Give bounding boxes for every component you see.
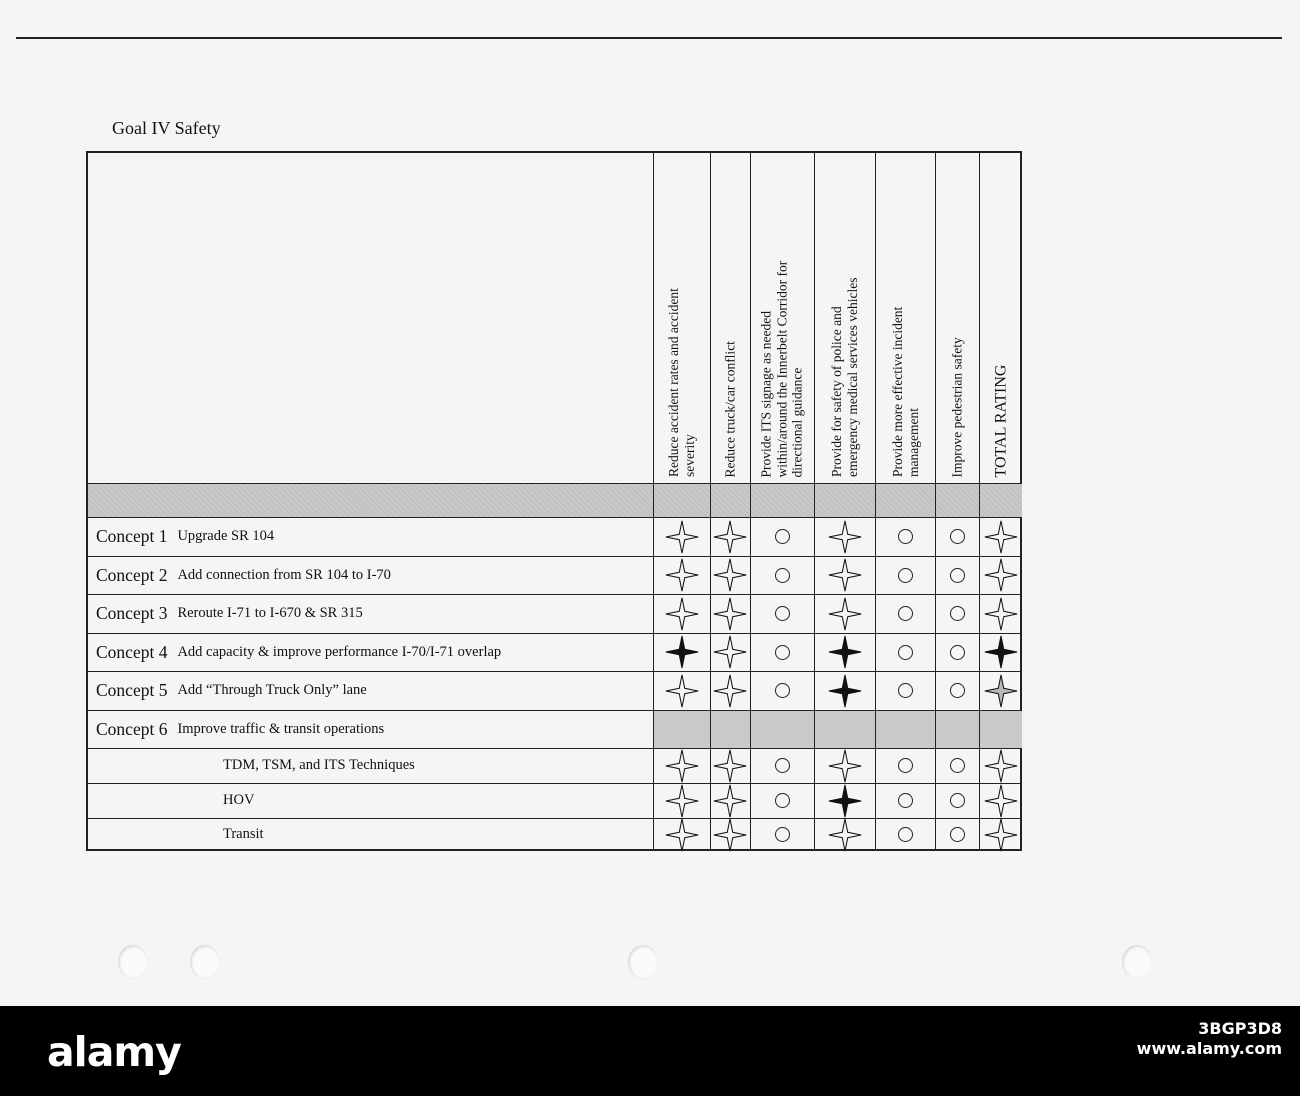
sub-concept-2-rating-6 (935, 783, 979, 818)
sub-concept-2-rating-5 (875, 783, 935, 818)
punch-hole (628, 945, 658, 979)
shaded-band (88, 483, 1022, 517)
header-line: Improve pedestrian safety (949, 336, 965, 477)
footer-site: www.alamy.com (1136, 1039, 1282, 1058)
open-star-icon (828, 749, 862, 783)
concept-2-rating-2 (710, 556, 750, 594)
concept-4-rating-3 (750, 633, 814, 671)
concept-label-5 (96, 671, 367, 710)
concept-4-rating-1 (653, 633, 710, 671)
open-star-icon (984, 818, 1018, 852)
footer-image-id-block (1137, 1019, 1282, 1059)
sub-concept-1-rating-5 (875, 748, 935, 783)
concept-description: Add “Through Truck Only” lane (177, 682, 367, 698)
open-star-icon (828, 818, 862, 852)
header-line: emergency medical services vehicles (844, 277, 860, 477)
concept-4-rating-4 (814, 633, 875, 671)
open-star-icon (828, 520, 862, 554)
sub-concept-3-rating-3 (750, 818, 814, 851)
circle-icon (898, 683, 913, 698)
open-star-icon (713, 784, 747, 818)
concept-2-rating-1 (653, 556, 710, 594)
circle-icon (898, 645, 913, 660)
concept-3-rating-7 (979, 594, 1022, 633)
concept-description: Reroute I-71 to I-670 & SR 315 (177, 605, 363, 621)
concept-3-rating-3 (750, 594, 814, 633)
open-star-icon (984, 784, 1018, 818)
open-star-icon (713, 520, 747, 554)
goal-title: Goal IV Safety (112, 118, 221, 138)
open-star-icon (984, 558, 1018, 592)
sub-concept-3-rating-7 (979, 818, 1022, 851)
sub-concept-2-rating-2 (710, 783, 750, 818)
open-star-icon (665, 784, 699, 818)
concept-description: Add connection from SR 104 to I-70 (177, 566, 391, 583)
concept-label-1 (96, 517, 274, 556)
punch-hole (118, 945, 148, 979)
circle-icon (898, 606, 913, 621)
circle-icon (775, 827, 790, 842)
sub-concept-label: HOV (223, 792, 255, 808)
criterion-header (759, 260, 806, 477)
concept-2-rating-6 (935, 556, 979, 594)
footer-image-id: 3BGP3D8 (1198, 1019, 1282, 1038)
criterion-header (949, 337, 965, 477)
open-star-icon (984, 749, 1018, 783)
concept-3-rating-1 (653, 594, 710, 633)
header-line: within/around the Innerbelt Corridor for (774, 260, 790, 477)
concept-5-rating-4 (814, 671, 875, 710)
open-star-icon (713, 597, 747, 631)
concept-5-rating-5 (875, 671, 935, 710)
concept-1-rating-4 (814, 517, 875, 556)
header-line: TOTAL RATING (992, 364, 1009, 477)
concept-6-shaded-cells (653, 710, 1022, 748)
sub-concept-2-rating-1 (653, 783, 710, 818)
concept-label-4 (96, 633, 501, 671)
concept-1-rating-5 (875, 517, 935, 556)
header-cell-4 (814, 153, 875, 483)
header-cell-2 (710, 153, 750, 483)
concept-2-rating-3 (750, 556, 814, 594)
open-star-icon (984, 520, 1018, 554)
criterion-header (722, 341, 738, 477)
open-star-icon (665, 674, 699, 708)
concept-4-rating-5 (875, 633, 935, 671)
circle-icon (950, 568, 965, 583)
sub-concept-3-rating-1 (653, 818, 710, 851)
header-line: management (905, 408, 920, 477)
header-cell-3 (750, 153, 814, 483)
circle-icon (950, 683, 965, 698)
concept-1-rating-6 (935, 517, 979, 556)
criterion-header (829, 277, 860, 477)
circle-icon (775, 568, 790, 583)
concept-1-rating-7 (979, 517, 1022, 556)
concept-label-2 (96, 556, 391, 594)
concept-3-rating-6 (935, 594, 979, 633)
circle-icon (775, 606, 790, 621)
circle-icon (775, 793, 790, 808)
concept-label-6 (96, 710, 384, 748)
circle-icon (950, 529, 965, 544)
circle-icon (898, 758, 913, 773)
sub-concept-1-rating-6 (935, 748, 979, 783)
circle-icon (775, 683, 790, 698)
concept-name: Concept 2 (96, 564, 168, 585)
sub-concept-3-rating-4 (814, 818, 875, 851)
open-star-icon (713, 749, 747, 783)
circle-icon (950, 606, 965, 621)
open-star-icon (713, 818, 747, 852)
header-cell-6 (935, 153, 979, 483)
filled-star-icon (828, 674, 862, 708)
sub-concept-label: Transit (223, 826, 264, 842)
concept-label-3 (96, 594, 363, 633)
sub-concept-1-rating-2 (710, 748, 750, 783)
concept-5-rating-6 (935, 671, 979, 710)
sub-concept-1-rating-7 (979, 748, 1022, 783)
punch-hole (1122, 945, 1152, 979)
concept-1-rating-1 (653, 517, 710, 556)
rating-table (86, 151, 1022, 851)
concept-1-rating-2 (710, 517, 750, 556)
concept-5-rating-3 (750, 671, 814, 710)
punch-hole (190, 945, 220, 979)
circle-icon (898, 793, 913, 808)
header-line: Provide more effective incident (889, 306, 905, 477)
sub-concept-3-rating-5 (875, 818, 935, 851)
circle-icon (898, 827, 913, 842)
sub-concept-2-rating-7 (979, 783, 1022, 818)
circle-icon (950, 793, 965, 808)
gray-star-icon (984, 674, 1018, 708)
row-divider (88, 483, 1022, 484)
total-rating-header (993, 364, 1009, 477)
header-line: Reduce truck/car conflict (722, 340, 738, 477)
footer-brand-logo: alamy (47, 1028, 181, 1076)
filled-star-icon (828, 635, 862, 669)
concept-description: Upgrade SR 104 (177, 528, 275, 544)
open-star-icon (665, 520, 699, 554)
concept-4-rating-7 (979, 633, 1022, 671)
concept-3-rating-2 (710, 594, 750, 633)
circle-icon (898, 568, 913, 583)
concept-2-rating-7 (979, 556, 1022, 594)
concept-description: Improve traffic & transit operations (177, 720, 385, 737)
concept-5-rating-1 (653, 671, 710, 710)
sub-concept-1-rating-4 (814, 748, 875, 783)
header-cell-7 (979, 153, 1022, 483)
concept-1-rating-3 (750, 517, 814, 556)
open-star-icon (665, 597, 699, 631)
open-star-icon (984, 597, 1018, 631)
concept-name: Concept 1 (96, 526, 168, 546)
circle-icon (775, 758, 790, 773)
criterion-header (890, 307, 921, 477)
sub-concept-1-rating-3 (750, 748, 814, 783)
open-star-icon (713, 635, 747, 669)
circle-icon (898, 529, 913, 544)
circle-icon (950, 758, 965, 773)
concept-name: Concept 5 (96, 680, 168, 700)
sub-concept-3-rating-6 (935, 818, 979, 851)
header-line: Reduce accident rates and accident (666, 288, 681, 477)
open-star-icon (713, 674, 747, 708)
header-line: directional guidance (789, 367, 805, 477)
sub-concept-3-rating-2 (710, 818, 750, 851)
header-line: severity (681, 434, 697, 477)
filled-star-icon (828, 784, 862, 818)
sub-concept-2-rating-3 (750, 783, 814, 818)
concept-4-rating-6 (935, 633, 979, 671)
circle-icon (775, 529, 790, 544)
circle-icon (950, 827, 965, 842)
concept-2-rating-5 (875, 556, 935, 594)
concept-5-rating-7 (979, 671, 1022, 710)
concept-3-rating-4 (814, 594, 875, 633)
open-star-icon (828, 597, 862, 631)
header-line: Provide ITS signage as needed (758, 310, 774, 477)
criterion-header (666, 288, 697, 477)
open-star-icon (665, 558, 699, 592)
filled-star-icon (984, 635, 1018, 669)
open-star-icon (713, 558, 747, 592)
open-star-icon (665, 818, 699, 852)
concept-name: Concept 6 (96, 718, 168, 739)
sub-concept-label: TDM, TSM, and ITS Techniques (223, 757, 415, 773)
concept-description: Add capacity & improve performance I-70/I-71 overlap (177, 643, 502, 660)
circle-icon (950, 645, 965, 660)
footer-bar (0, 1006, 1300, 1096)
header-cell-1 (653, 153, 710, 483)
circle-icon (775, 645, 790, 660)
header-line: Provide for safety of police and (829, 306, 844, 477)
concept-5-rating-2 (710, 671, 750, 710)
top-rule (16, 37, 1282, 39)
sub-concept-2-rating-4 (814, 783, 875, 818)
filled-star-icon (665, 635, 699, 669)
concept-3-rating-5 (875, 594, 935, 633)
open-star-icon (828, 558, 862, 592)
concept-4-rating-2 (710, 633, 750, 671)
open-star-icon (665, 749, 699, 783)
sub-concept-1-rating-1 (653, 748, 710, 783)
concept-name: Concept 3 (96, 603, 168, 623)
header-cell-5 (875, 153, 935, 483)
concept-name: Concept 4 (96, 641, 168, 662)
concept-2-rating-4 (814, 556, 875, 594)
